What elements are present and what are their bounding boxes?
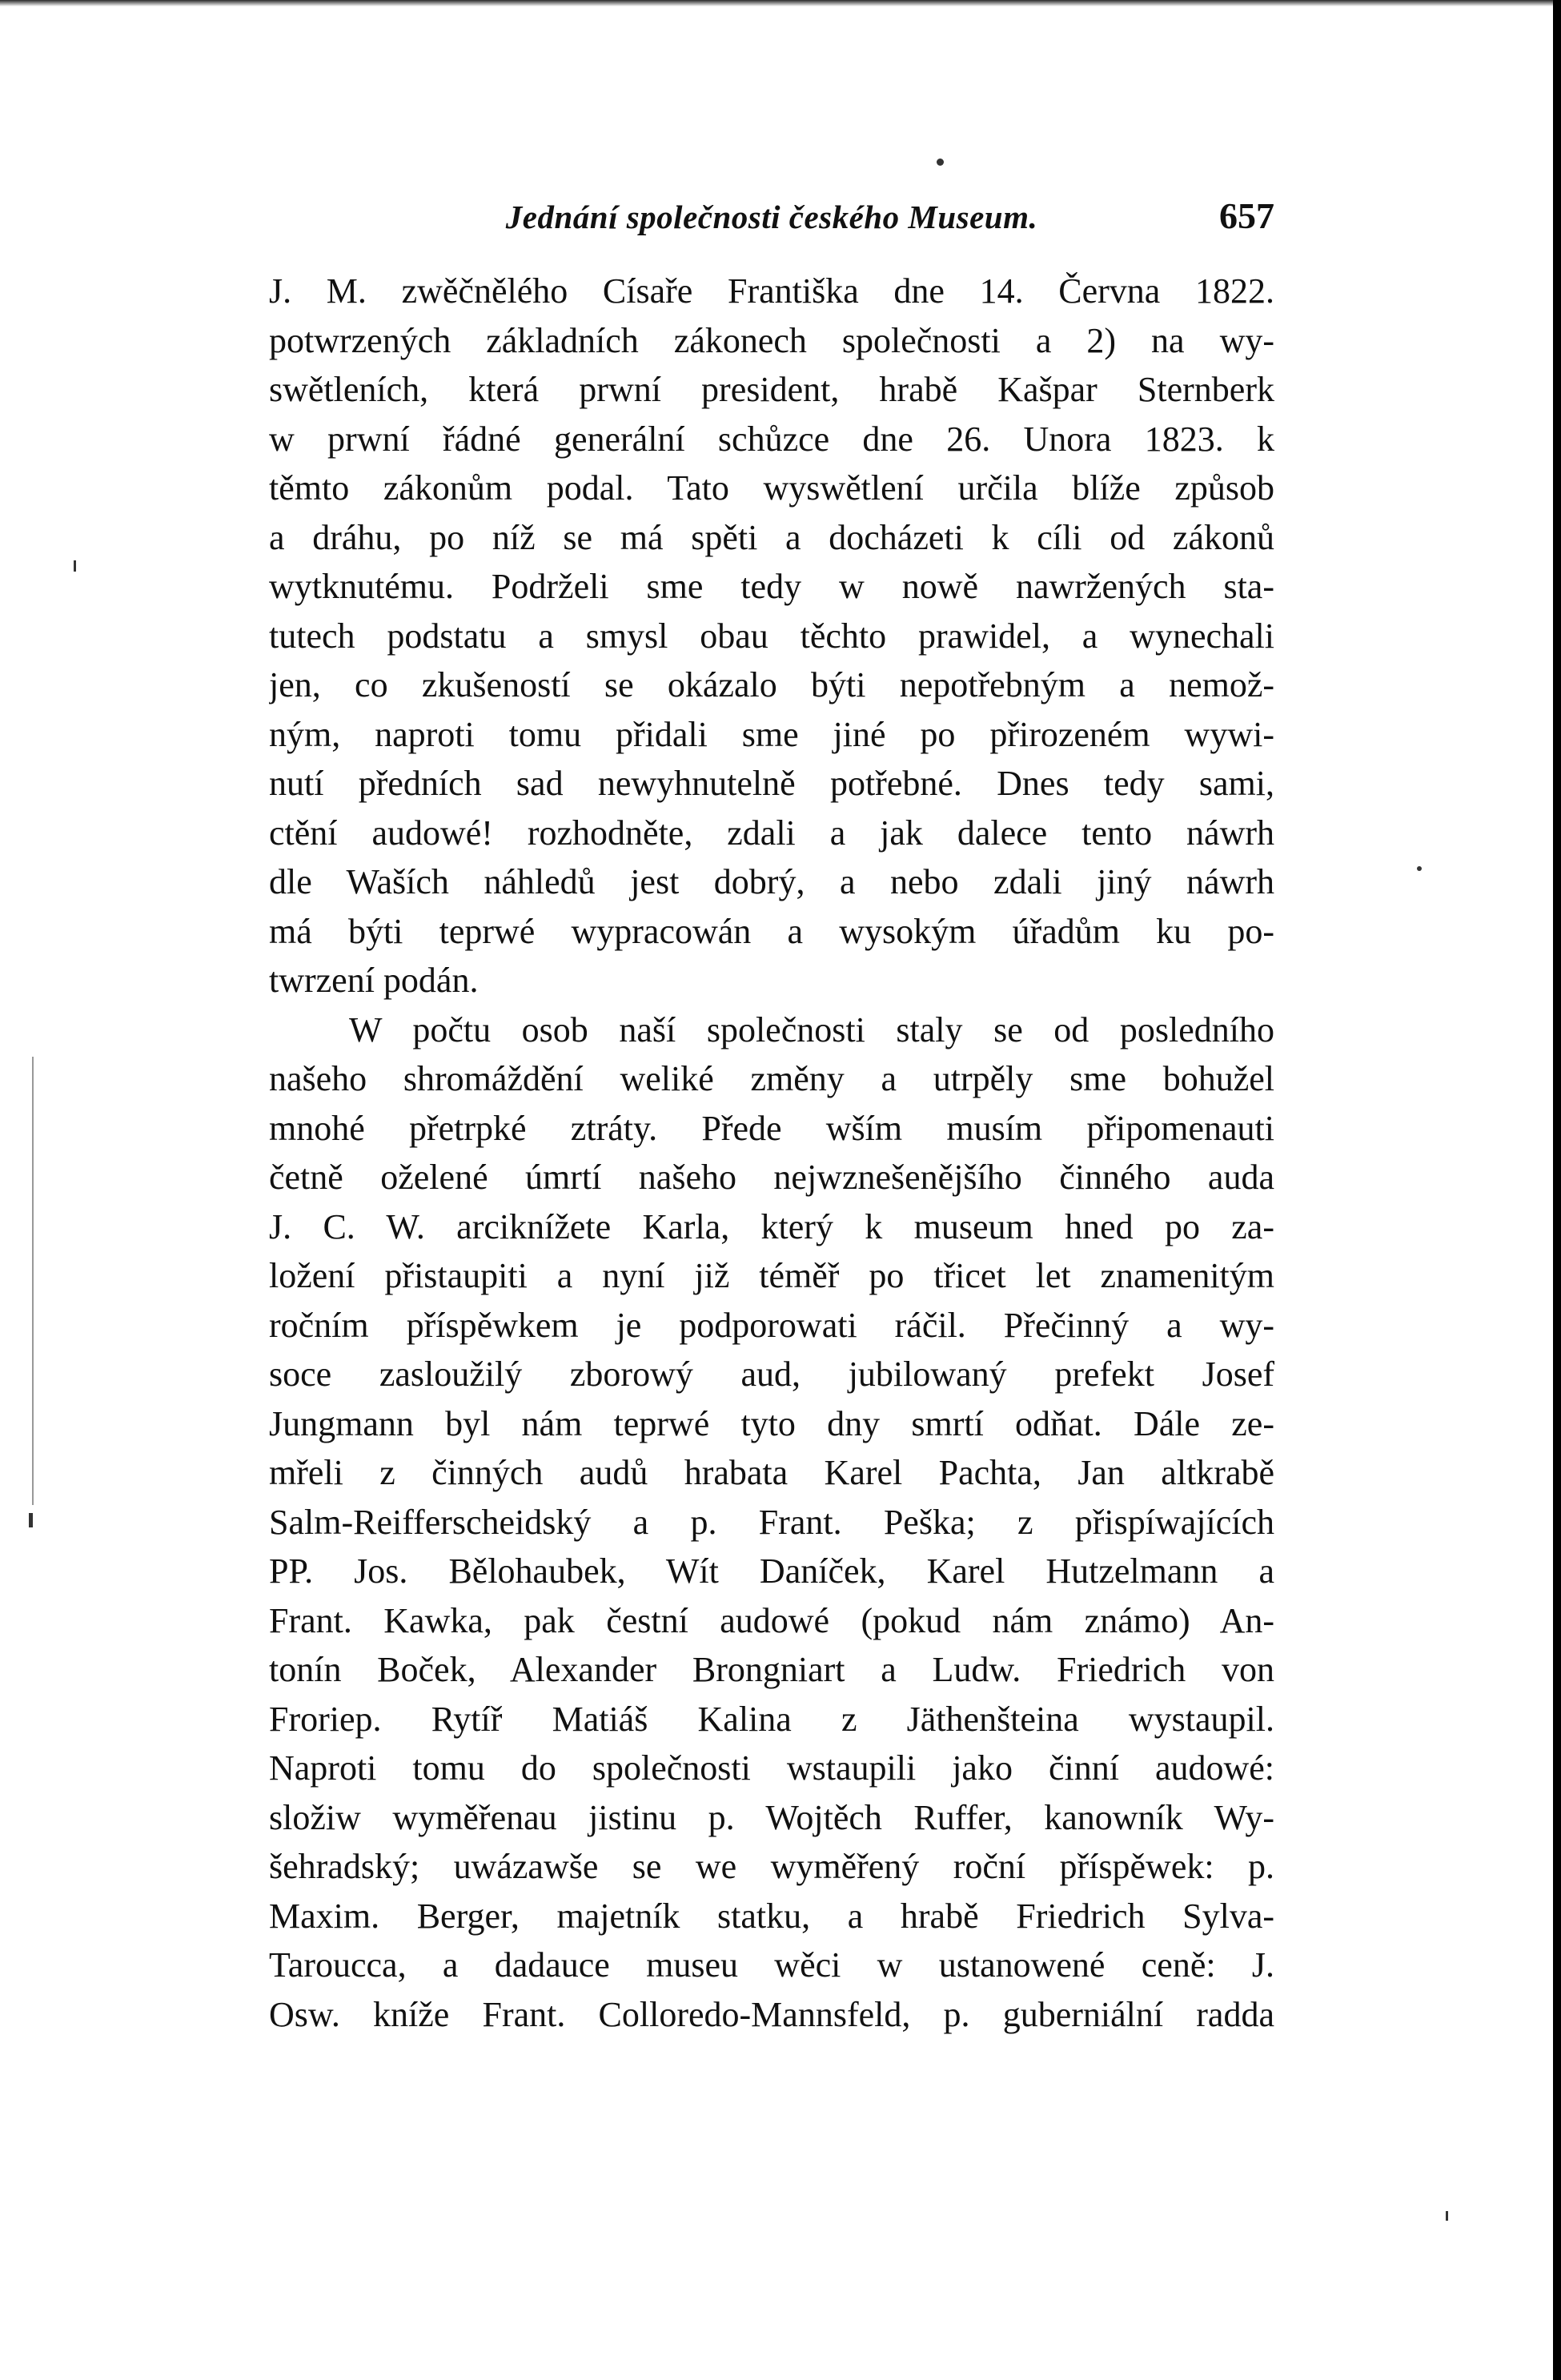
text-line: Froriep. Rytíř Matiáš Kalina z Jäthenšteina wystaupil. — [269, 1699, 1274, 1739]
scan-speck — [1446, 2211, 1448, 2221]
text-line: těmto zákonům podal. Tato wyswětlení určila blíže způsob — [269, 468, 1274, 508]
text-line: J. C. W. arciknížete Karla, který k museum hned po za- — [269, 1206, 1274, 1246]
running-head — [269, 195, 1274, 246]
text-line: ctění audowé! rozhodněte, zdali a jak dalece tento náwrh — [269, 813, 1274, 853]
text-line: swětleních, která prwní president, hrabě Kašpar Sternberk — [269, 370, 1274, 409]
scan-speck — [32, 1057, 34, 1505]
text-line: Jungmann byl nám teprwé tyto dny smrtí odňat. Dále ze- — [269, 1403, 1274, 1443]
text-line: ložení přistaupiti a nyní již téměř po třicet let znamenitým — [269, 1256, 1274, 1295]
text-line: potwrzených základních zákonech společnosti a 2) na wy- — [269, 320, 1274, 360]
scan-right-edge — [1553, 0, 1561, 2380]
page-number: 657 — [1219, 195, 1274, 236]
text-line: mřeli z činných audů hrabata Karel Pachta, Jan altkrabě — [269, 1453, 1274, 1492]
text-line: tonín Boček, Alexander Brongniart a Ludw. Friedrich von — [269, 1650, 1274, 1689]
text-line: twrzení podán. — [269, 961, 479, 1000]
text-line: složiw wyměřenau jistinu p. Wojtěch Ruffer, kanowník Wy- — [269, 1797, 1274, 1837]
text-line: J. M. zwěčnělého Císaře Františka dne 14. Června 1822. — [269, 271, 1274, 311]
scan-speck — [1417, 866, 1422, 871]
text-line: PP. Jos. Bělohaubek, Wít Daníček, Karel Hutzelmann a — [269, 1551, 1274, 1591]
text-line: a dráhu, po níž se má spěti a docházeti k cíli od zákonů — [269, 517, 1274, 557]
body-text — [269, 267, 1274, 2039]
text-line: soce zasloužilý zborowý aud, jubilowaný prefekt Josef — [269, 1355, 1274, 1394]
scan-speck — [74, 560, 76, 572]
text-line: jen, co zkušeností se okázalo býti nepotřebným a nemož- — [269, 665, 1274, 704]
text-line: ným, naproti tomu přidali sme jiné po přirozeném wywi- — [269, 714, 1274, 754]
text-line: ročním příspěwkem je podporowati ráčil. Přečinný a wy- — [269, 1305, 1274, 1345]
text-line: našeho shromáždění weliké změny a utrpěly sme bohužel — [269, 1059, 1274, 1098]
running-title: Jednání společnosti českého Museum. — [505, 199, 1038, 235]
text-line: nutí předních sad newyhnutelně potřebné. Dnes tedy sami, — [269, 764, 1274, 803]
text-line: Frant. Kawka, pak čestní audowé (pokud nám známo) An- — [269, 1600, 1274, 1640]
scan-top-edge — [0, 0, 1561, 6]
text-line: Maxim. Berger, majetník statku, a hrabě Friedrich Sylva- — [269, 1896, 1274, 1936]
text-line: četně oželené úmrtí našeho nejwznešenějšího činného auda — [269, 1158, 1274, 1197]
text-line: šehradský; uwázawše se we wyměřený roční příspěwek: p. — [269, 1847, 1274, 1886]
text-line: Osw. kníže Frant. Colloredo-Mannsfeld, p. guberniální radda — [269, 1994, 1274, 2034]
text-line: má býti teprwé wypracowán a wysokým úřadům ku po- — [269, 911, 1274, 951]
text-line: Salm-Reifferscheidský a p. Frant. Peška; z přispíwajících — [269, 1502, 1274, 1542]
scan-speck — [29, 1513, 33, 1527]
text-line: wytknutému. Podrželi sme tedy w nowě nawržených sta- — [269, 567, 1274, 606]
text-line: tutech podstatu a smysl obau těchto prawidel, a wynechali — [269, 616, 1274, 656]
text-line: dle Waších náhledů jest dobrý, a nebo zdali jiný náwrh — [269, 862, 1274, 901]
scan-speck — [937, 159, 944, 166]
text-line: w prwní řádné generální schůzce dne 26. Unora 1823. k — [269, 419, 1274, 459]
text-line: W počtu osob naší společnosti staly se od posledního — [349, 1009, 1274, 1050]
text-line: Taroucca, a dadauce museu wěci w ustanowené ceně: J. — [269, 1945, 1274, 1985]
text-line: mnohé přetrpké ztráty. Přede wším musím připomenauti — [269, 1108, 1274, 1148]
text-line: Naproti tomu do společnosti wstaupili jako činní audowé: — [269, 1748, 1274, 1788]
